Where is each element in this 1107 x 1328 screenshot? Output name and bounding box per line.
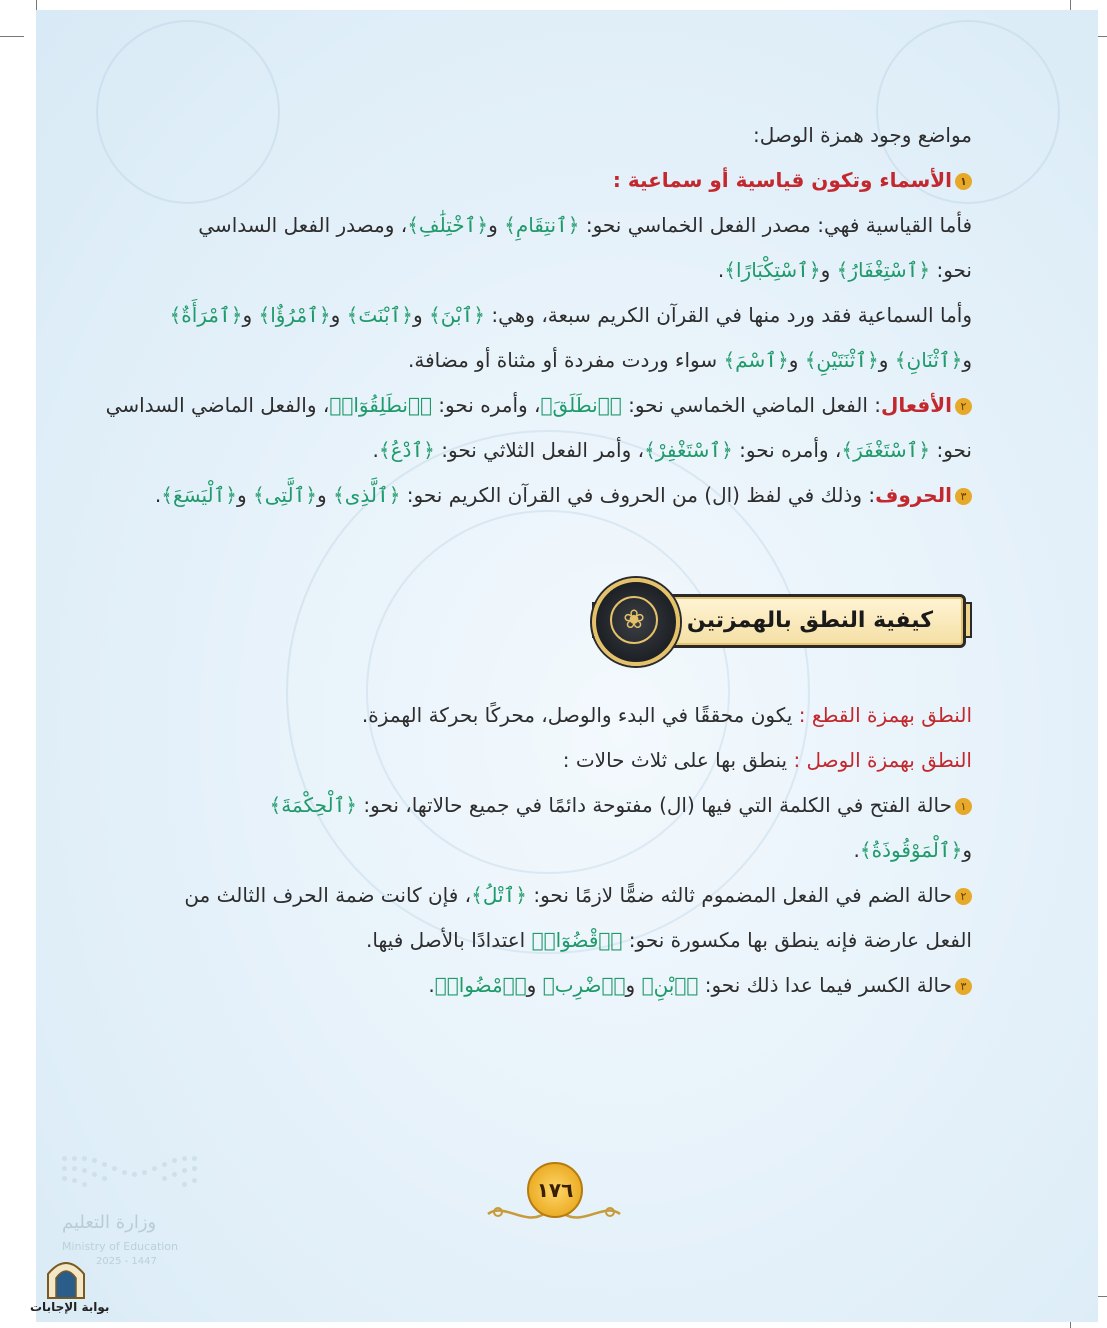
quran-word: ﴿ٱثْنَتَيْنِ﴾	[804, 348, 879, 372]
number-badge: ٢	[955, 888, 972, 905]
quran-word: ﴿ٱنطَلِقُوٓا۟﴾	[329, 393, 432, 417]
quran-word: ﴿ٱسْتِكْبَارًا﴾	[724, 258, 821, 282]
quran-word: ﴿ٱسْتَغْفَرَ﴾	[841, 438, 931, 462]
flower-icon: ❀	[610, 596, 658, 644]
quran-word: ﴿ٱمْضُوا۟﴾	[434, 973, 527, 997]
item-3: ٣الحروف: وذلك في لفظ (ال) من الحروف في القرآن الكريم نحو: ﴿ٱلَّذِى﴾ و﴿ٱلَّتِى﴾ و﴿ٱلْيَسَعَ﴾.	[132, 480, 972, 510]
paragraph-line: وأما السماعية فقد ورد منها في القرآن الكريم سبعة، وهي: ﴿ٱبْنَ﴾ و﴿ٱبْنَتَ﴾ و﴿ٱمْرُؤٌا﴾ و﴿ٱمْرَأَةٌ﴾	[169, 303, 972, 327]
number-badge: ١	[955, 173, 972, 190]
quran-word: ﴿ٱثْنَانِ﴾	[894, 348, 963, 372]
quran-word: ﴿ٱمْرُؤٌا﴾	[258, 303, 331, 327]
number-badge: ٢	[955, 398, 972, 415]
quran-word: ﴿ٱتْلُ﴾	[471, 883, 527, 907]
case-3: ٣حالة الكسر فيما عدا ذلك نحو: ﴿ٱبْنِ﴾ و﴿ٱضْرِب﴾ و﴿ٱمْضُوا۟﴾.	[132, 970, 972, 1000]
quran-word: ﴿ٱدْعُ﴾	[378, 438, 435, 462]
paragraph-line: نحو: ﴿ٱسْتِغْفَارُ﴾ و﴿ٱسْتِكْبَارًا﴾.	[717, 258, 972, 282]
page-number: ١٧٦	[527, 1162, 583, 1218]
quran-word: ﴿ٱمْرَأَةٌ﴾	[169, 303, 243, 327]
paragraph-line: الفعل عارضة فإنه ينطق بها مكسورة نحو: ﴿ٱقْضُوٓا۟﴾ اعتدادًا بالأصل فيها.	[366, 928, 972, 952]
case-2: ٢حالة الضم في الفعل المضموم ثالثه ضمًّا لازمًا نحو: ﴿ٱتْلُ﴾، فإن كانت ضمة الحرف الثالث من	[132, 880, 972, 910]
item-2: ٢الأفعال: الفعل الماضي الخماسي نحو: ﴿ٱنطَلَقَ﴾، وأمره نحو: ﴿ٱنطَلِقُوٓا۟﴾، والفعل الماضي السداسي	[132, 390, 972, 420]
banner-title: كيفية النطق بالهمزتين	[686, 608, 933, 633]
gate-logo-icon	[44, 1256, 88, 1300]
quran-word: ﴿ٱلْيَسَعَ﴾	[161, 483, 238, 507]
number-badge: ١	[955, 798, 972, 815]
quran-word: ﴿ٱقْضُوٓا۟﴾	[531, 928, 623, 952]
quran-word: ﴿ٱنطَلَقَ﴾	[540, 393, 622, 417]
edition-year: 2025 - 1447	[96, 1256, 157, 1267]
paragraph-line: النطق بهمزة القطع : يكون محققًا في البدء والوصل، محركًا بحركة الهمزة.	[361, 703, 972, 727]
paragraph-line: و﴿ٱثْنَانِ﴾ و﴿ٱثْنَتَيْنِ﴾ و﴿ٱسْمَ﴾ سواء وردت مفردة أو مثناة أو مضافة.	[408, 348, 972, 372]
case-1: ١حالة الفتح في الكلمة التي فيها (ال) مفتوحة دائمًا في جميع حالاتها، نحو: ﴿ٱلْحِكْمَةَ﴾	[132, 790, 972, 820]
quran-word: ﴿ٱسْتَغْفِرْ﴾	[644, 438, 733, 462]
section-banner	[556, 572, 972, 664]
quran-word: ﴿ٱخْتِلَٰفِ﴾	[407, 213, 489, 237]
paragraph-line: نحو: ﴿ٱسْتَغْفَرَ﴾، وأمره نحو: ﴿ٱسْتَغْفِرْ﴾، وأمر الفعل الثلاثي نحو: ﴿ٱدْعُ﴾.	[372, 438, 972, 462]
item-1-title: ١الأسماء وتكون قياسية أو سماعية :	[132, 165, 972, 195]
section-heading: مواضع وجود همزة الوصل:	[752, 123, 972, 147]
quran-word: ﴿ٱسْتِغْفَارُ﴾	[836, 258, 931, 282]
quran-word: ﴿ٱنتِقَامِ﴾	[504, 213, 580, 237]
quran-word: ﴿ٱبْنِ﴾	[641, 973, 699, 997]
paragraph-line: و﴿ٱلْمَوْقُوذَةُ﴾.	[853, 838, 972, 862]
quran-word: ﴿ٱبْنَتَ﴾	[346, 303, 414, 327]
quran-word: ﴿ٱسْمَ﴾	[723, 348, 789, 372]
ministry-name-arabic: وزارة التعليم	[62, 1212, 157, 1233]
quran-word: ﴿ٱبْنَ﴾	[429, 303, 485, 327]
quran-word: ﴿ٱلَّذِى﴾	[333, 483, 401, 507]
book-page	[36, 10, 1098, 1322]
paragraph-line: فأما القياسية فهي: مصدر الفعل الخماسي نحو: ﴿ٱنتِقَامِ﴾ و﴿ٱخْتِلَٰفِ﴾، ومصدر الفعل السداسي	[198, 213, 972, 237]
quran-word: ﴿ٱضْرِب﴾	[542, 973, 626, 997]
ministry-logo	[62, 1152, 202, 1272]
number-badge: ٣	[955, 978, 972, 995]
quran-word: ﴿ٱلَّتِى﴾	[253, 483, 318, 507]
crop-mark	[0, 36, 24, 37]
number-badge: ٣	[955, 488, 972, 505]
flower-medallion-icon	[592, 578, 680, 666]
paragraph-line: النطق بهمزة الوصل : ينطق بها على ثلاث حالات :	[562, 748, 972, 772]
ministry-name-english: Ministry of Education	[62, 1240, 179, 1253]
site-label: بوابة الإجابات	[30, 1300, 110, 1314]
quran-word: ﴿ٱلْمَوْقُوذَةُ﴾	[859, 838, 963, 862]
quran-word: ﴿ٱلْحِكْمَةَ﴾	[269, 793, 358, 817]
